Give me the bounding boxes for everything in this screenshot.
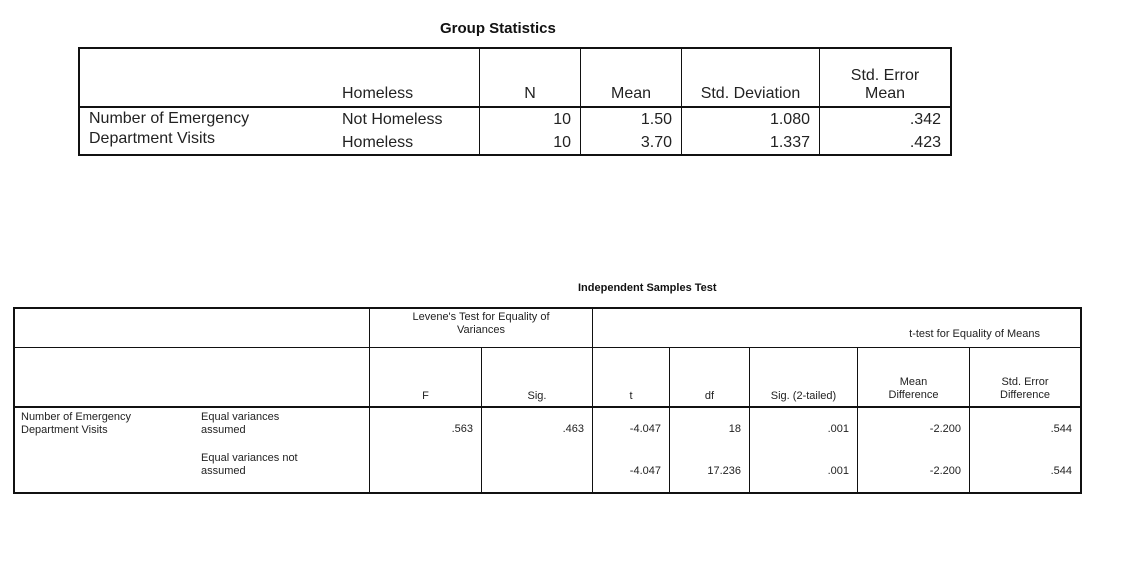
col-df: df [670, 348, 750, 408]
col-std-error-difference-line1: Std. Error [1001, 376, 1049, 388]
header-mean: Mean [581, 48, 682, 107]
sig-2-tailed-cell: .001 [750, 407, 858, 449]
std-error-difference-cell: .544 [1050, 464, 1072, 477]
col-f: F [370, 348, 482, 408]
table-header-row [14, 308, 1081, 348]
independent-samples-test-title: Independent Samples Test [578, 282, 717, 294]
col-std-error-difference-line2: Difference [1000, 389, 1050, 401]
empty-header-cell [14, 308, 370, 348]
variance-label-line1: Equal variances [201, 411, 280, 423]
col-t: t [593, 348, 670, 408]
row-label-line2: Department Visits [89, 130, 215, 147]
row-label-line1: Number of Emergency [21, 411, 132, 423]
variance-label-line2: assumed [201, 424, 246, 436]
group-statistics-table [78, 47, 952, 156]
header-grouping: Homeless [333, 48, 480, 107]
sd-cell: 1.337 [682, 131, 820, 155]
t-cell: -4.047 [593, 407, 670, 449]
mean-cell: 1.50 [581, 107, 682, 131]
sig-2-tailed-cell: .001 [750, 449, 858, 493]
group-cell: Homeless [333, 131, 480, 155]
row-label [79, 107, 333, 155]
levene-header-line1: Levene's Test for Equality of [412, 311, 550, 323]
mean-cell: 3.70 [581, 131, 682, 155]
empty-header-cell [79, 48, 333, 107]
col-sig: Sig. [482, 348, 593, 408]
table-header-row [14, 348, 1081, 408]
t-cell: -4.047 [593, 449, 670, 493]
mean-difference-cell: -2.200 [858, 407, 970, 449]
col-mean-difference [858, 348, 970, 408]
sig-cell: .463 [482, 407, 593, 449]
variance-label-line2: assumed [201, 465, 246, 477]
col-std-error-difference [970, 348, 1082, 408]
sd-cell: 1.080 [682, 107, 820, 131]
table-header-row [79, 48, 951, 107]
col-sig-2-tailed: Sig. (2-tailed) [750, 348, 858, 408]
variance-label-line1: Equal variances not [201, 452, 298, 464]
sem-cell: .423 [909, 133, 941, 151]
f-cell: .563 [370, 407, 482, 449]
group-cell: Not Homeless [333, 107, 480, 131]
variance-assumption-label [195, 449, 370, 493]
row-label [14, 407, 195, 493]
std-error-difference-cell: .544 [1050, 422, 1072, 435]
table-row [14, 407, 1081, 449]
row-label-line2: Department Visits [21, 424, 108, 436]
sem-cell: .342 [909, 110, 941, 128]
group-statistics-title: Group Statistics [440, 20, 556, 37]
col-mean-difference-line1: Mean [899, 376, 928, 388]
row-label-line1: Number of Emergency [89, 110, 250, 127]
header-n: N [480, 48, 581, 107]
mean-difference-cell: -2.200 [858, 449, 970, 493]
sig-cell [482, 449, 593, 493]
levene-header-line2: Variances [456, 324, 506, 336]
header-std-error-line2: Mean [864, 85, 906, 102]
n-cell: 10 [480, 107, 581, 131]
header-std-error-line1: Std. Error [850, 67, 920, 84]
independent-samples-test-table [13, 307, 1082, 494]
ttest-header: t-test for Equality of Means [593, 308, 1082, 348]
header-std-deviation: Std. Deviation [682, 48, 820, 107]
df-cell: 17.236 [670, 449, 750, 493]
table-row [79, 107, 951, 131]
empty-header-cell [14, 348, 370, 408]
df-cell: 18 [670, 407, 750, 449]
f-cell [370, 449, 482, 493]
header-std-error-mean [820, 48, 952, 107]
levene-header [370, 308, 593, 348]
col-mean-difference-line2: Difference [888, 389, 939, 401]
variance-assumption-label [195, 407, 370, 449]
n-cell: 10 [480, 131, 581, 155]
